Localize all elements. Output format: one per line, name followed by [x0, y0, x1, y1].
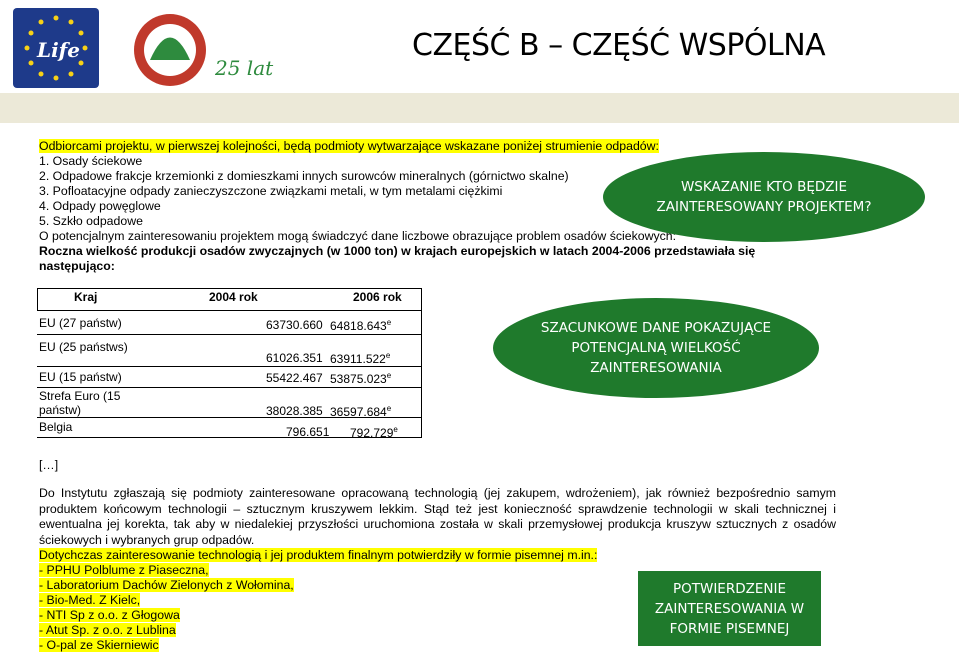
header-divider-bar — [0, 93, 959, 123]
list-item: 2. Odpadowe frakcje krzemionki z domieszkami innych surowców mineralnych (górnictwo skalne) — [39, 169, 569, 183]
institute-paragraph: Do Instytutu zgłaszają się podmioty zainteresowane opracowaną technologią (jej zakupem, wdrożeniem), jak również bezpośrednio samym produktem końcowym technologii – sztucznym kruszywem lekkim. Stąd też jest konieczność sprawdzenie technologii w skali technicznej i ewentualna jej korekta, tak aby w niedalekiej przyszłości uruchomiona została w skali przemysłowej produkcja kruszyw sztucznych z osadów ściekowych i wybranych grup odpadów. — [39, 486, 836, 547]
table-cell-country: EU (25 państws) — [39, 340, 128, 354]
company-item: - Atut Sp. z o.o. z Lublina — [39, 623, 176, 637]
table-cell-2006: 792.729e — [350, 425, 398, 440]
intro-note: O potencjalnym zainteresowaniu projektem mogą świadczyć dane liczbowe obrazujące problem osadów ściekowych: — [39, 229, 677, 243]
intro-heading: Odbiorcami projektu, w pierwszej kolejności, będą podmioty wytwarzające wskazane poniżej strumienie odpadów: — [39, 139, 659, 153]
confirm-heading: Dotychczas zainteresowanie technologią i jej produktem finalnym potwierdziły w formie pisemnej m.in.: — [39, 548, 598, 562]
table-header-2004: 2004 rok — [209, 290, 258, 304]
table-cell-2004: 38028.385 — [266, 404, 323, 418]
life-logo-text: Life — [37, 38, 80, 62]
table-cell-2006: 36597.684e — [330, 404, 392, 419]
nfos-logo — [115, 10, 285, 90]
ellipsis-text: […] — [39, 458, 59, 472]
table-cell-country: Strefa Euro (15 państw) — [39, 389, 121, 417]
eu-life-logo — [13, 8, 99, 88]
table-cell-country: EU (27 państw) — [39, 316, 122, 330]
table-cell-2004: 796.651 — [286, 425, 330, 439]
list-item: 5. Szkło odpadowe — [39, 214, 143, 228]
nfos-anniversary-text: 25 lat — [215, 56, 274, 80]
table-cell-2004: 61026.351 — [266, 351, 323, 365]
list-item: 4. Odpady powęglowe — [39, 199, 161, 213]
callout-estimates: SZACUNKOWE DANE POKAZUJĄCE POTENCJALNĄ WIELKOŚĆ ZAINTERESOWANIA — [493, 298, 819, 398]
table-header-country: Kraj — [74, 290, 98, 304]
table-cell-2004: 55422.467 — [266, 371, 323, 385]
company-item: - Bio-Med. Z Kielc, — [39, 593, 141, 607]
list-item: 1. Osady ściekowe — [39, 154, 143, 168]
table-cell-country: EU (15 państw) — [39, 370, 122, 384]
company-item: - NTI Sp z o.o. z Głogowa — [39, 608, 180, 622]
table-cell-2006: 63911.522e — [330, 351, 391, 366]
production-heading-line1: Roczna wielkość produkcji osadów zwyczajnych (w 1000 ton) w krajach europejskich w latach 2004-2006 przedstawiała się — [39, 244, 756, 258]
table-header-2006: 2006 rok — [353, 290, 402, 304]
page-title: CZĘŚĆ B – CZĘŚĆ WSPÓLNA — [412, 28, 826, 63]
company-item: - O-pal ze Skierniewic — [39, 638, 159, 652]
table-cell-country: Belgia — [39, 420, 73, 434]
callout-written-confirmation: POTWIERDZENIE ZAINTERESOWANIA W FORMIE PISEMNEJ — [638, 571, 821, 646]
table-cell-2004: 63730.660 — [266, 318, 323, 332]
callout-who-interested: WSKAZANIE KTO BĘDZIE ZAINTERESOWANY PROJEKTEM? — [603, 152, 925, 242]
table-cell-2006: 53875.023e — [330, 371, 392, 386]
table-cell-2006: 64818.643e — [330, 318, 392, 333]
company-item: - PPHU Polblume z Piaseczna, — [39, 563, 209, 577]
list-item: 3. Pofloatacyjne odpady zanieczyszczone związkami metali, w tym metalami ciężkimi — [39, 184, 503, 198]
company-item: - Laboratorium Dachów Zielonych z Wołomina, — [39, 578, 294, 592]
production-heading-line2: następująco: — [39, 259, 115, 273]
nfos-emblem-icon — [115, 10, 225, 90]
